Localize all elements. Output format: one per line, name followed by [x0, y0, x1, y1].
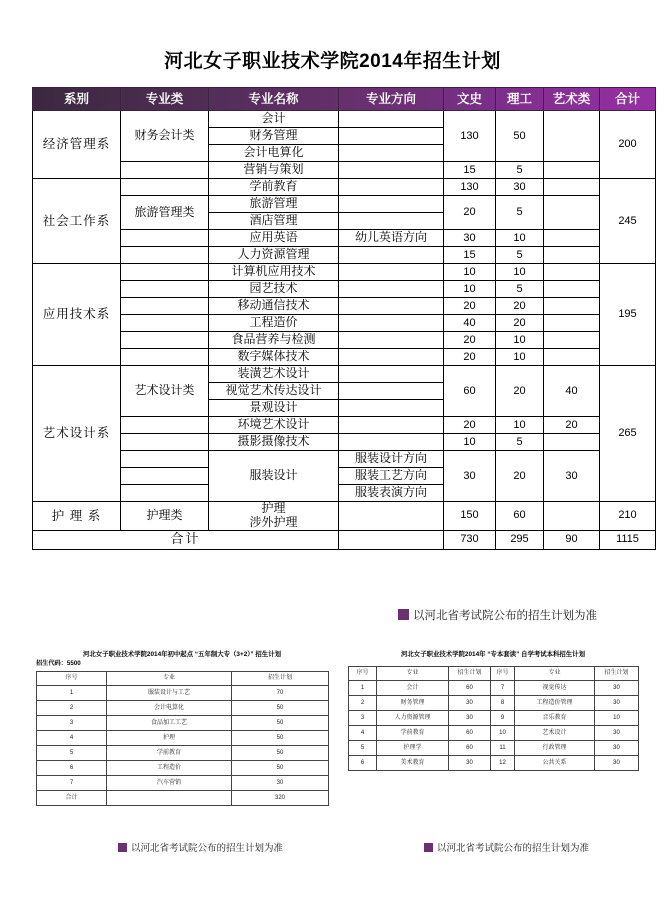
- cell-major: 工程造价: [209, 315, 339, 332]
- cell-direction: [339, 298, 444, 315]
- table-row: [33, 179, 656, 196]
- cell-arts: [544, 315, 600, 332]
- cell-arts: [544, 502, 600, 531]
- cell-major-2: 行政管理: [515, 741, 595, 756]
- col-header-liberal-arts: 文史: [444, 88, 496, 111]
- cell-major: 工程造价: [107, 760, 232, 775]
- self-study-program-table: [348, 666, 639, 771]
- self-study-program-section: [348, 650, 638, 771]
- col-header-total: 合计: [600, 88, 656, 111]
- cell-direction: [339, 264, 444, 281]
- cell-no: 5: [37, 745, 107, 760]
- cell-major: 景观设计: [209, 400, 339, 417]
- table-row: [349, 726, 639, 741]
- cell-liberal-arts: 10: [444, 264, 496, 281]
- cell-direction: 服装工艺方向: [339, 468, 444, 485]
- cell-major: 移动通信技术: [209, 298, 339, 315]
- cell-liberal-arts: 20: [444, 298, 496, 315]
- cell-department: 社会工作系: [33, 179, 121, 264]
- bullet-square-icon: [424, 843, 433, 852]
- table-row: [349, 741, 639, 756]
- cell-major: 护理: [107, 730, 232, 745]
- table-row: [37, 760, 329, 775]
- cell-science: 10: [496, 230, 544, 247]
- cell-no-2: 9: [491, 711, 515, 726]
- col-header-plan: 招生计划: [232, 671, 329, 685]
- cell-major: 学前教育: [107, 745, 232, 760]
- cell-direction: [339, 247, 444, 264]
- table-row-grand-total: [33, 530, 656, 549]
- cell-major: 数字媒体技术: [209, 349, 339, 366]
- table-row: [349, 681, 639, 696]
- cell-plan: 30: [232, 775, 329, 790]
- cell-arts: [544, 230, 600, 247]
- cell-category: 艺术设计类: [121, 366, 209, 417]
- main-table-body: [33, 111, 656, 550]
- cell-liberal-arts: 40: [444, 315, 496, 332]
- cell-plan: 30: [449, 711, 491, 726]
- table-row: [33, 349, 656, 366]
- table-row: [33, 298, 656, 315]
- cell-major: 财务管理: [377, 696, 449, 711]
- cell-no: 4: [349, 726, 377, 741]
- cell-science: 10: [496, 264, 544, 281]
- cell-direction: [339, 128, 444, 145]
- cell-direction: [339, 213, 444, 230]
- table-row-total: [37, 790, 329, 805]
- cell-major: 酒店管理: [209, 213, 339, 230]
- main-table-note: [398, 607, 597, 623]
- col-header-science: 理工: [496, 88, 544, 111]
- cell-plan-2: 30: [595, 741, 639, 756]
- cell-no-2: 11: [491, 741, 515, 756]
- cell-grand-total-sum: 1115: [600, 530, 656, 549]
- cell-category: [121, 281, 209, 298]
- table-row: [33, 417, 656, 434]
- cell-plan: 50: [232, 760, 329, 775]
- cell-science: 5: [496, 247, 544, 264]
- cell-science: 20: [496, 366, 544, 417]
- cell-arts: [544, 332, 600, 349]
- table-row: [37, 700, 329, 715]
- cell-direction: [339, 196, 444, 213]
- bullet-square-icon: [398, 609, 409, 620]
- table-header-row: [33, 88, 656, 111]
- cell-direction: [339, 417, 444, 434]
- cell-major: 学前教育: [377, 726, 449, 741]
- cell-direction: 服装表演方向: [339, 485, 444, 502]
- sub-left-note-text: 以河北省考试院公布的招生计划为准: [131, 843, 284, 854]
- cell-grand-total-liberal-arts: 730: [444, 530, 496, 549]
- cell-plan: 30: [449, 696, 491, 711]
- bullet-square-icon: [118, 843, 127, 852]
- cell-science: 20: [496, 298, 544, 315]
- cell-liberal-arts: 60: [444, 366, 496, 417]
- cell-major: 营销与策划: [209, 162, 339, 179]
- cell-liberal-arts: 10: [444, 281, 496, 298]
- col-header-category: 专业类: [121, 88, 209, 111]
- cell-category: [121, 451, 209, 468]
- main-enrollment-table-wrap: [32, 87, 640, 550]
- cell-arts: [544, 111, 600, 162]
- cell-major: 食品加工工艺: [107, 715, 232, 730]
- cell-category: [121, 434, 209, 451]
- cell-major: 财务管理: [209, 128, 339, 145]
- cell-total-label: 合计: [37, 790, 107, 805]
- five-year-program-body: [37, 685, 329, 805]
- cell-major: 应用英语: [209, 230, 339, 247]
- cell-arts: [544, 247, 600, 264]
- cell-category: [121, 417, 209, 434]
- cell-direction: [339, 366, 444, 383]
- cell-major: 护理 涉外护理: [209, 502, 339, 531]
- cell-plan: 50: [232, 700, 329, 715]
- cell-department: 护 理 系: [33, 502, 121, 531]
- cell-science: 5: [496, 281, 544, 298]
- col-header-dept: 系别: [33, 88, 121, 111]
- cell-major: 视觉艺术传达设计: [209, 383, 339, 400]
- cell-major-2: 工程造价管理: [515, 696, 595, 711]
- cell-direction: [339, 179, 444, 196]
- cell-liberal-arts: 20: [444, 196, 496, 230]
- cell-category: [121, 264, 209, 281]
- cell-direction: 幼儿英语方向: [339, 230, 444, 247]
- col-header-direction: 专业方向: [339, 88, 444, 111]
- cell-no-2: 12: [491, 756, 515, 771]
- cell-category: [121, 230, 209, 247]
- cell-department: 经济管理系: [33, 111, 121, 179]
- table-row: [33, 315, 656, 332]
- col-header-plan-2: 招生计划: [595, 667, 639, 681]
- col-header-no-2: 序号: [491, 667, 515, 681]
- cell-arts: [544, 162, 600, 179]
- cell-major-2: 公共关系: [515, 756, 595, 771]
- cell-grand-total-label: 合计: [33, 530, 339, 549]
- main-enrollment-table: [32, 87, 656, 550]
- cell-category: [121, 485, 209, 502]
- cell-no-2: 10: [491, 726, 515, 741]
- cell-liberal-arts: 20: [444, 332, 496, 349]
- cell-plan: 50: [232, 745, 329, 760]
- cell-liberal-arts: 30: [444, 230, 496, 247]
- cell-arts: [544, 264, 600, 281]
- five-year-program-title: 河北女子职业技术学院2014年初中起点 “五年制大专（3+2）” 招生计划: [83, 651, 281, 658]
- cell-department: 艺术设计系: [33, 366, 121, 502]
- cell-major: 计算机应用技术: [209, 264, 339, 281]
- cell-liberal-arts: 15: [444, 247, 496, 264]
- cell-plan: 60: [449, 726, 491, 741]
- cell-major-2: 艺术设计: [515, 726, 595, 741]
- table-row: [37, 685, 329, 700]
- cell-grand-total-arts: 90: [544, 530, 600, 549]
- cell-no: 6: [349, 756, 377, 771]
- cell-science: 50: [496, 111, 544, 162]
- cell-science: 10: [496, 332, 544, 349]
- cell-total-plan: 320: [232, 790, 329, 805]
- table-row: [33, 162, 656, 179]
- five-year-program-section: [36, 650, 328, 806]
- cell-no-2: 7: [491, 681, 515, 696]
- cell-category: 财务会计类: [121, 111, 209, 162]
- col-header-no: 序号: [37, 671, 107, 685]
- cell-major: 会计电算化: [107, 700, 232, 715]
- cell-science: 60: [496, 502, 544, 531]
- table-row: [33, 196, 656, 213]
- col-header-major: 专业: [377, 667, 449, 681]
- cell-science: 5: [496, 162, 544, 179]
- cell-direction: [339, 315, 444, 332]
- cell-major: 旅游管理: [209, 196, 339, 213]
- cell-direction: [339, 434, 444, 451]
- cell-major: 美术教育: [377, 756, 449, 771]
- main-note-text: 以河北省考试院公布的招生计划为准: [413, 610, 597, 622]
- cell-category: [121, 162, 209, 179]
- cell-direction: [339, 111, 444, 128]
- cell-major: 会计: [377, 681, 449, 696]
- table-row: [37, 745, 329, 760]
- cell-direction: [339, 281, 444, 298]
- cell-no-2: 8: [491, 696, 515, 711]
- cell-liberal-arts: 15: [444, 162, 496, 179]
- table-row: [33, 111, 656, 128]
- cell-major: 园艺技术: [209, 281, 339, 298]
- cell-science: 5: [496, 434, 544, 451]
- cell-major: 食品营养与检测: [209, 332, 339, 349]
- cell-arts: [544, 298, 600, 315]
- col-header-plan: 招生计划: [449, 667, 491, 681]
- cell-science: 5: [496, 196, 544, 230]
- sub-right-note-text: 以河北省考试院公布的招生计划为准: [437, 843, 590, 854]
- cell-arts: [544, 434, 600, 451]
- cell-dept-total: 200: [600, 111, 656, 179]
- cell-major: 会计: [209, 111, 339, 128]
- cell-direction: [339, 383, 444, 400]
- cell-science: 10: [496, 349, 544, 366]
- cell-liberal-arts: 150: [444, 502, 496, 531]
- cell-science: 30: [496, 179, 544, 196]
- cell-dept-total: 195: [600, 264, 656, 366]
- cell-major: 会计电算化: [209, 145, 339, 162]
- table-row: [33, 247, 656, 264]
- table-row: [33, 264, 656, 281]
- col-header-major-2: 专业: [515, 667, 595, 681]
- cell-direction: [339, 349, 444, 366]
- cell-liberal-arts: 20: [444, 349, 496, 366]
- table-row: [33, 502, 656, 531]
- table-row: [349, 756, 639, 771]
- cell-direction: [339, 400, 444, 417]
- cell-liberal-arts: 130: [444, 179, 496, 196]
- cell-plan: 30: [449, 756, 491, 771]
- cell-major: 学前教育: [209, 179, 339, 196]
- cell-liberal-arts: 10: [444, 434, 496, 451]
- cell-plan: 60: [449, 741, 491, 756]
- cell-category: [121, 298, 209, 315]
- cell-major: 服装设计与工艺: [107, 685, 232, 700]
- cell-major: 环境艺术设计: [209, 417, 339, 434]
- cell-major: 服装设计: [209, 451, 339, 502]
- cell-arts: 40: [544, 366, 600, 417]
- cell-plan: 70: [232, 685, 329, 700]
- cell-dept-total: 210: [600, 502, 656, 531]
- cell-direction: [339, 145, 444, 162]
- cell-arts: 30: [544, 451, 600, 502]
- table-header-row: [37, 671, 329, 685]
- cell-no: 3: [37, 715, 107, 730]
- five-year-program-table: [36, 671, 329, 806]
- cell-plan: 60: [449, 681, 491, 696]
- cell-plan-2: 30: [595, 681, 639, 696]
- cell-direction: [339, 162, 444, 179]
- cell-total-major: [107, 790, 232, 805]
- cell-category: 护理类: [121, 502, 209, 531]
- cell-arts: [544, 196, 600, 230]
- cell-major: 人力资源管理: [377, 711, 449, 726]
- cell-grand-total-direction: [339, 530, 444, 549]
- table-row: [33, 434, 656, 451]
- cell-no: 1: [37, 685, 107, 700]
- cell-arts: [544, 281, 600, 298]
- cell-arts: 20: [544, 417, 600, 434]
- cell-no: 7: [37, 775, 107, 790]
- cell-arts: [544, 349, 600, 366]
- cell-arts: [544, 179, 600, 196]
- cell-no: 2: [37, 700, 107, 715]
- cell-major-2: 音乐教育: [515, 711, 595, 726]
- table-row: [349, 696, 639, 711]
- cell-direction: 服装设计方向: [339, 451, 444, 468]
- table-row: [37, 730, 329, 745]
- five-year-program-note: [118, 840, 283, 854]
- cell-category: [121, 247, 209, 264]
- cell-plan: 50: [232, 715, 329, 730]
- cell-direction: [339, 332, 444, 349]
- cell-plan-2: 30: [595, 696, 639, 711]
- cell-major: 摄影摄像技术: [209, 434, 339, 451]
- cell-dept-total: 265: [600, 366, 656, 502]
- table-row: [349, 711, 639, 726]
- cell-liberal-arts: 130: [444, 111, 496, 162]
- cell-category: [121, 179, 209, 196]
- self-study-program-title: 河北女子职业技术学院2014年 “专本套读” 自学考试本科招生计划: [401, 651, 585, 658]
- self-study-program-note: [424, 840, 589, 854]
- cell-liberal-arts: 30: [444, 451, 496, 502]
- cell-major: 护理学: [377, 741, 449, 756]
- cell-no: 1: [349, 681, 377, 696]
- col-header-arts: 艺术类: [544, 88, 600, 111]
- table-row: [37, 775, 329, 790]
- cell-no: 4: [37, 730, 107, 745]
- table-row: [33, 332, 656, 349]
- cell-major: 人力资源管理: [209, 247, 339, 264]
- table-row: [33, 281, 656, 298]
- cell-plan-2: 30: [595, 726, 639, 741]
- table-row: [33, 451, 656, 468]
- cell-category: [121, 349, 209, 366]
- cell-major-2: 视觉传达: [515, 681, 595, 696]
- self-study-program-body: [349, 681, 639, 771]
- cell-plan-2: 30: [595, 756, 639, 771]
- cell-major: 装潢艺术设计: [209, 366, 339, 383]
- col-header-major: 专业名称: [209, 88, 339, 111]
- cell-no: 2: [349, 696, 377, 711]
- cell-no: 3: [349, 711, 377, 726]
- cell-plan-2: 10: [595, 711, 639, 726]
- cell-dept-total: 245: [600, 179, 656, 264]
- col-header-major: 专业: [107, 671, 232, 685]
- cell-category: [121, 332, 209, 349]
- cell-no: 5: [349, 741, 377, 756]
- cell-liberal-arts: 20: [444, 417, 496, 434]
- five-year-program-code: 招生代码：5500: [36, 660, 81, 668]
- cell-science: 20: [496, 315, 544, 332]
- table-row: [33, 366, 656, 383]
- cell-science: 10: [496, 417, 544, 434]
- table-header-row: [349, 667, 639, 681]
- cell-department: 应用技术系: [33, 264, 121, 366]
- table-row: [37, 715, 329, 730]
- cell-category: [121, 468, 209, 485]
- col-header-no: 序号: [349, 667, 377, 681]
- cell-no: 6: [37, 760, 107, 775]
- cell-category: [121, 315, 209, 332]
- cell-major: 汽车营销: [107, 775, 232, 790]
- cell-direction: [339, 502, 444, 531]
- table-row: [33, 230, 656, 247]
- cell-plan: 50: [232, 730, 329, 745]
- cell-science: 20: [496, 451, 544, 502]
- cell-grand-total-science: 295: [496, 530, 544, 549]
- cell-category: 旅游管理类: [121, 196, 209, 230]
- page-title: 河北女子职业技术学院2014年招生计划: [164, 51, 501, 72]
